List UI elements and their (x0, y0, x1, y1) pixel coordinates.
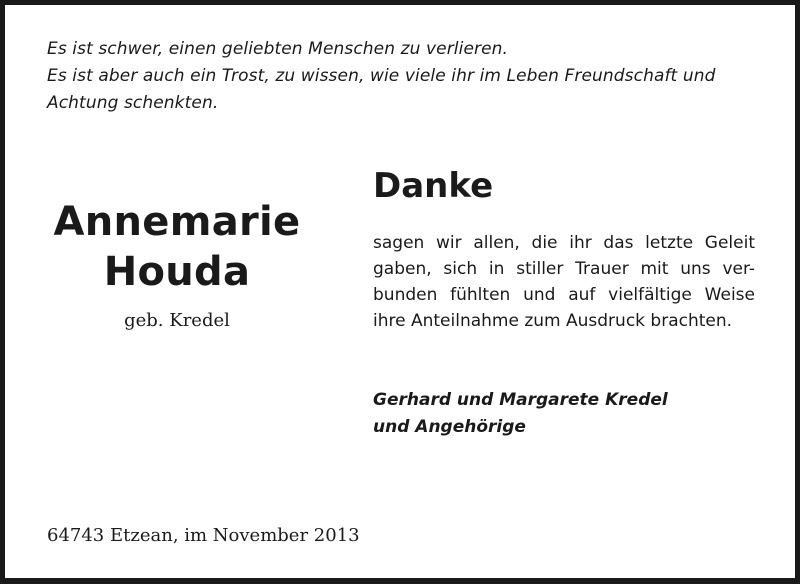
maiden-name: geb. Kredel (124, 310, 230, 331)
thanks-heading: Danke (373, 166, 494, 206)
signature-block (373, 387, 668, 441)
deceased-first-name: Annemarie (53, 199, 301, 245)
quote-line: Es ist aber auch ein Trost, zu wissen, wie viele ihr im Leben Freundschaft und (47, 66, 716, 86)
message-line: ihre Anteilnahme zum Ausdruck brachten. (373, 311, 733, 331)
quote-line: Es ist schwer, einen geliebten Menschen zu verlieren. (47, 39, 509, 59)
signature-line: Gerhard und Margarete Kredel (373, 390, 668, 410)
deceased-name-block (40, 197, 314, 333)
message-line: bunden fühlten und auf vielfältige Weise (373, 285, 755, 305)
signature-line: und Angehörige (373, 417, 526, 437)
message-line: gaben, sich in stiller Trauer mit uns ver- (373, 259, 755, 279)
quote-line: Achtung schenkten. (47, 93, 219, 113)
message-line: sagen wir allen, die ihr das letzte Geleit (373, 233, 755, 253)
condolence-quote (47, 36, 777, 117)
place-and-date: 64743 Etzean, im November 2013 (47, 525, 360, 546)
deceased-last-name: Houda (103, 249, 251, 295)
thanks-message (373, 230, 755, 334)
